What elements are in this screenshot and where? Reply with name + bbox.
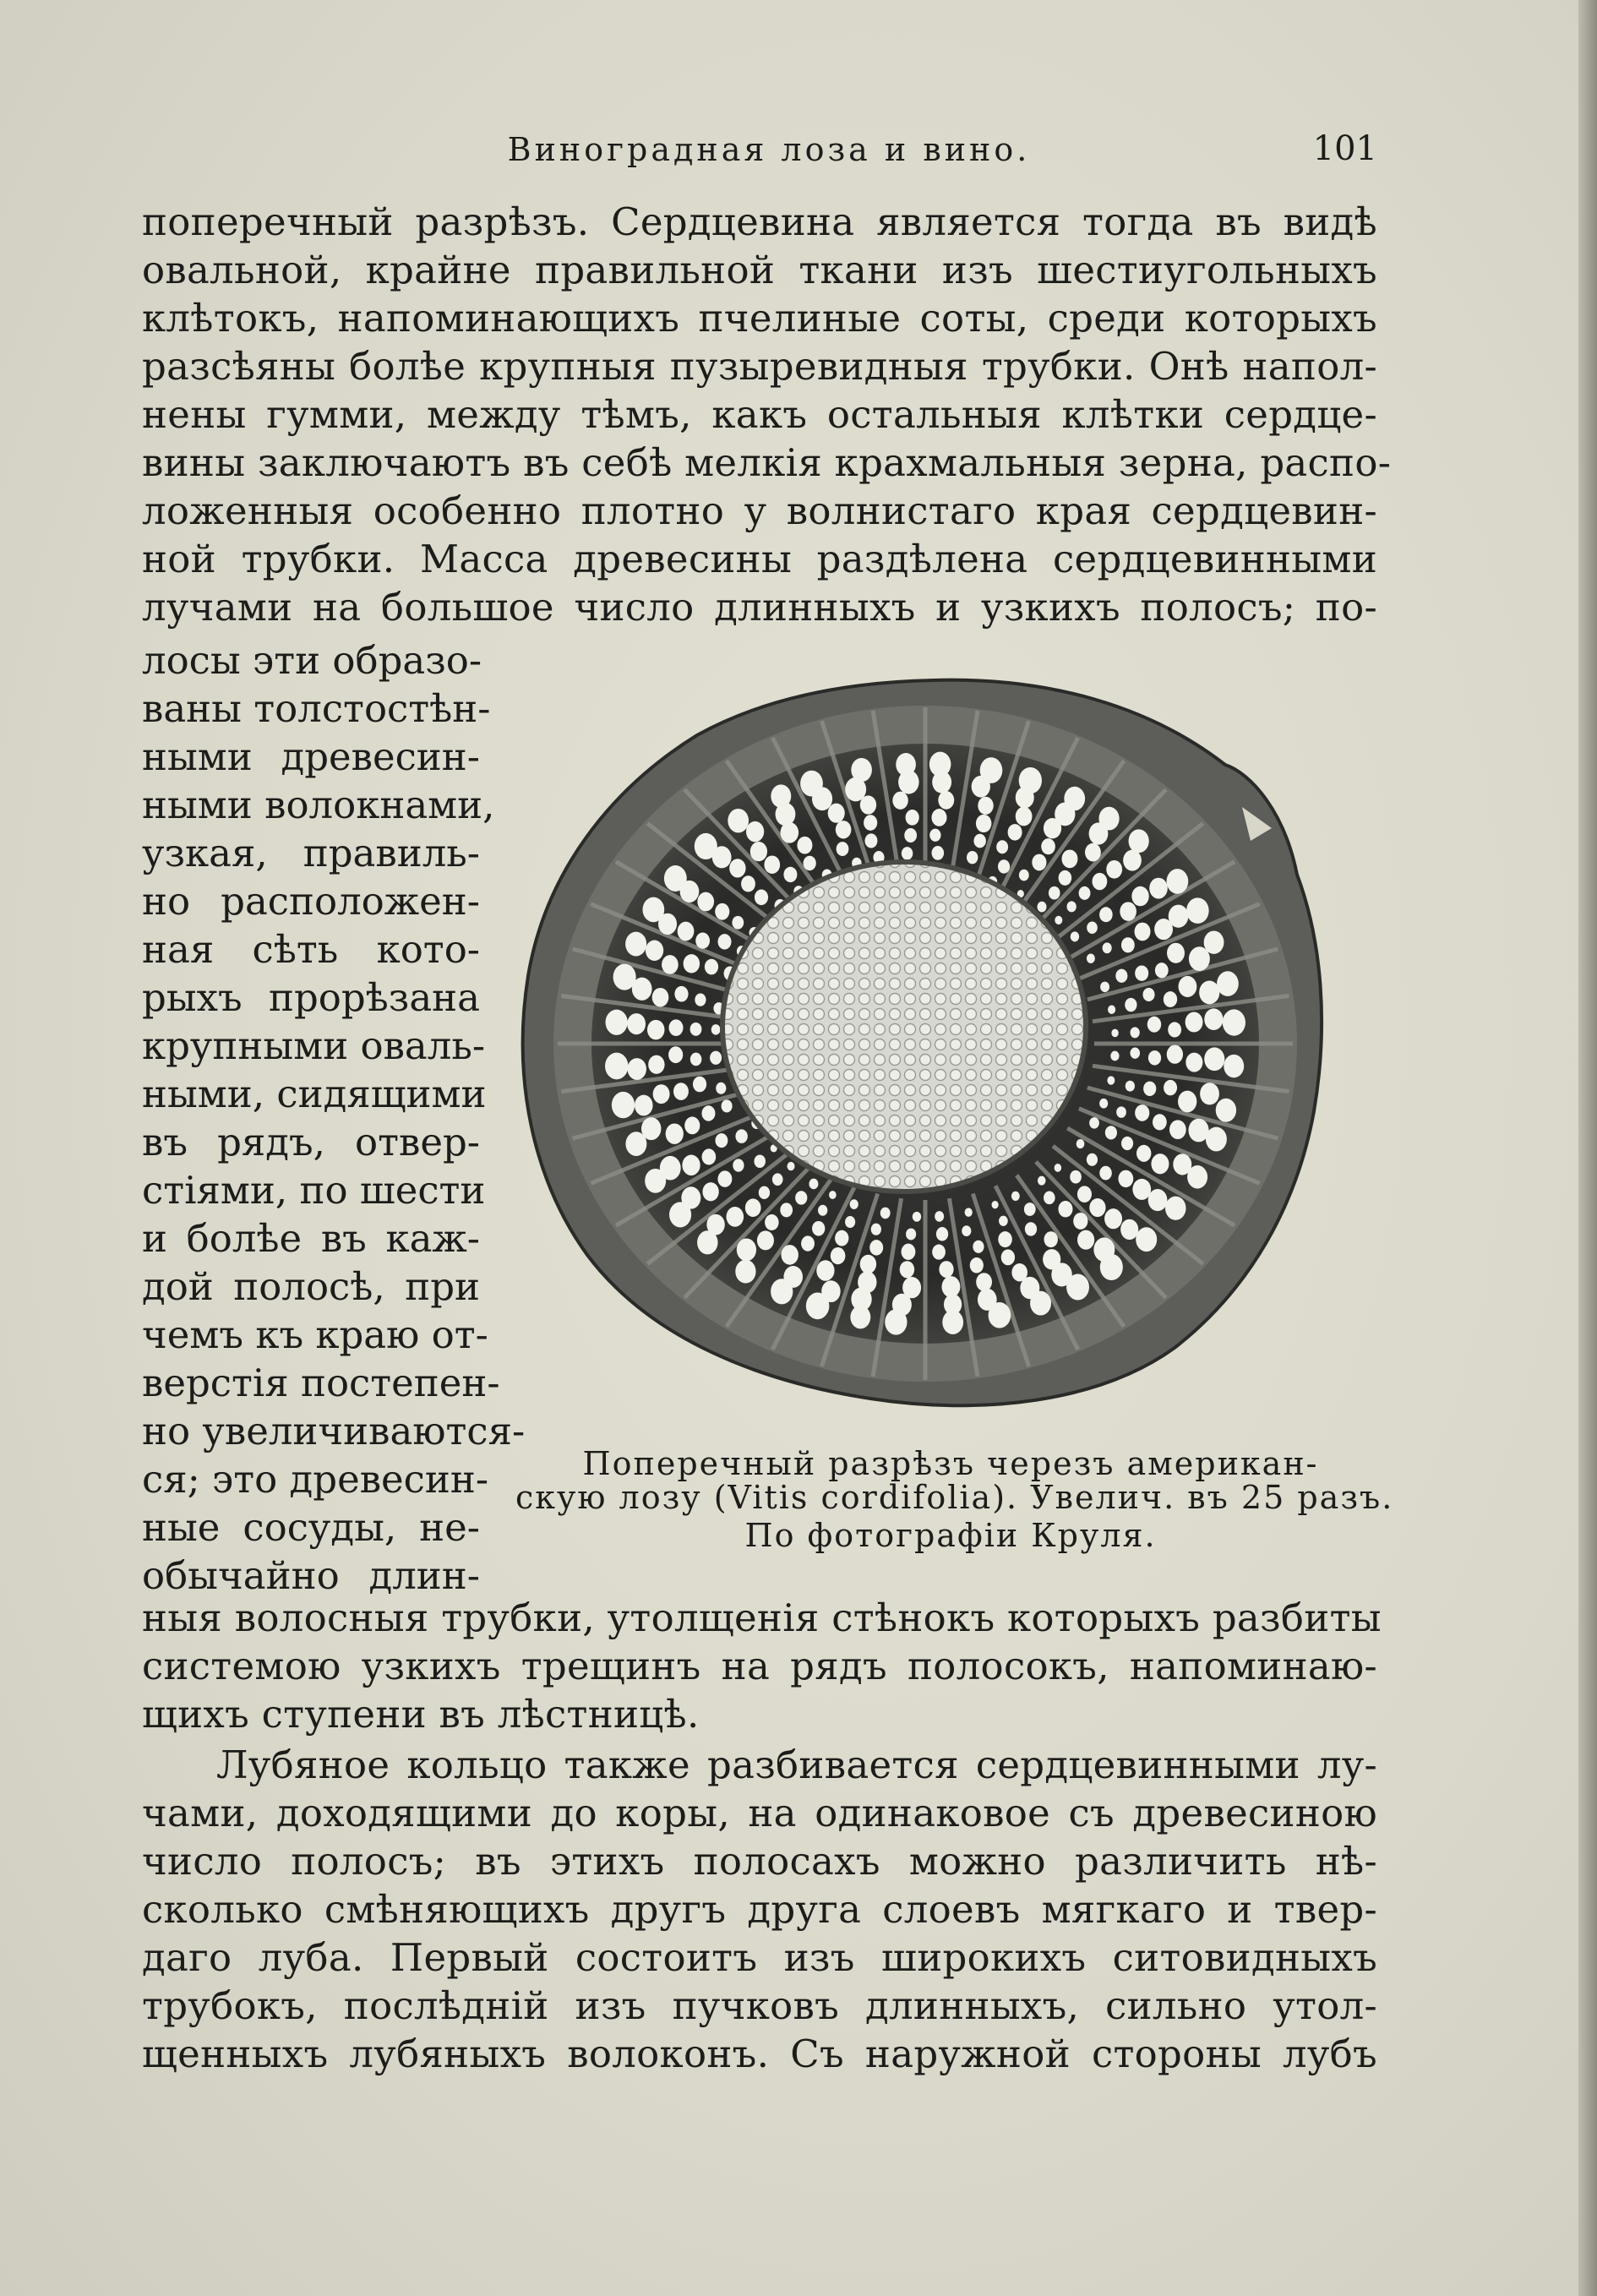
vessel-pore xyxy=(726,1207,744,1227)
text-line: ные сосуды, не- xyxy=(142,1505,480,1550)
vessel-pore xyxy=(735,1129,747,1143)
text-line: ныя волосныя трубки, утолщенія стѣнокъ которыхъ разбиты xyxy=(142,1595,1382,1640)
vessel-pore xyxy=(1011,1192,1020,1201)
vessel-pore xyxy=(741,875,755,892)
vessel-pore xyxy=(1216,1099,1236,1122)
vessel-pore xyxy=(797,837,812,854)
vessel-pore xyxy=(965,1208,973,1217)
figure-vine-cross-section xyxy=(507,672,1360,1415)
vessel-pore xyxy=(931,809,946,826)
vessel-pore xyxy=(1055,916,1062,924)
text-line: чами, доходящими до коры, на одинаковое съ древесиною xyxy=(142,1791,1377,1835)
vessel-pore xyxy=(1076,1139,1085,1148)
vessel-pore xyxy=(871,1224,881,1235)
vessel-pore xyxy=(913,1212,921,1222)
vessel-pore xyxy=(932,1245,946,1260)
text-line: ся; это древесин- xyxy=(142,1457,489,1502)
vessel-pore xyxy=(780,1203,793,1217)
vessel-pore xyxy=(702,1148,717,1164)
vessel-pore xyxy=(829,1191,837,1199)
vessel-pore xyxy=(759,1186,770,1199)
vessel-pore xyxy=(695,833,717,859)
vessel-pore xyxy=(1185,1053,1202,1072)
vessel-pore xyxy=(682,1155,700,1175)
text-line: вины заключаютъ въ себѣ мелкія крахмальныя зерна, распо- xyxy=(142,440,1392,485)
vessel-pore xyxy=(1199,981,1219,1005)
vessel-pore xyxy=(880,1208,891,1219)
vessel-pore xyxy=(1093,873,1108,890)
vessel-pore xyxy=(697,892,714,912)
vessel-pore xyxy=(646,941,663,961)
text-line: ной трубки. Масса древесины раздѣлена сердцевинными xyxy=(142,537,1377,581)
text-line: но расположен- xyxy=(142,879,480,924)
vessel-pore xyxy=(1169,1120,1186,1139)
vessel-pore xyxy=(1132,1179,1151,1200)
vessel-pore xyxy=(835,1230,848,1246)
vessel-pore xyxy=(1204,1047,1224,1071)
vessel-pore xyxy=(669,1019,684,1036)
text-line: клѣтокъ, напоминающихъ пчелиные соты, среди которыхъ xyxy=(142,296,1377,341)
vessel-pore xyxy=(1070,1170,1082,1184)
vessel-pore xyxy=(1115,969,1127,983)
text-line: системою узкихъ трещинъ на рядъ полосокъ, напоминаю- xyxy=(142,1644,1377,1688)
vessel-pore xyxy=(1136,1227,1157,1252)
vessel-pore xyxy=(745,1198,761,1217)
text-line: овальной, крайне правильной ткани изъ шестиугольныхъ xyxy=(142,248,1377,292)
text-line: сколько смѣняющихъ другъ друга слоевъ мягкаго и твер- xyxy=(142,1887,1377,1932)
vessel-pore xyxy=(673,1083,689,1100)
vessel-pore xyxy=(1123,850,1142,871)
vessel-pore xyxy=(1058,1201,1072,1218)
vessel-pore xyxy=(998,1231,1012,1247)
vessel-pore xyxy=(1126,1081,1135,1092)
vessel-pore xyxy=(1147,1017,1161,1033)
vessel-pore xyxy=(1164,991,1177,1007)
vessel-pore xyxy=(684,954,700,973)
vessel-pore xyxy=(900,1261,914,1278)
vessel-pore xyxy=(653,1084,670,1104)
vessel-pore xyxy=(1204,1008,1223,1030)
vessel-pore xyxy=(1143,1082,1156,1096)
text-line: ными, сидящими xyxy=(142,1072,487,1116)
vessel-pore xyxy=(1187,1165,1207,1189)
vessel-pore xyxy=(1186,897,1209,924)
vessel-pore xyxy=(1223,1009,1245,1035)
vessel-pore xyxy=(1016,807,1033,826)
vessel-pore xyxy=(1131,886,1148,906)
vessel-pore xyxy=(973,834,985,848)
vessel-pore xyxy=(938,791,954,810)
text-line: Лубяное кольцо также разбивается сердцевинными лу- xyxy=(216,1742,1377,1787)
text-line: лосы эти образо- xyxy=(142,638,482,683)
vessel-pore xyxy=(701,1105,715,1121)
vessel-pore xyxy=(652,988,669,1007)
vessel-pore xyxy=(812,1221,825,1236)
vessel-pore xyxy=(1125,998,1136,1012)
vessel-pore xyxy=(828,804,845,823)
vessel-pore xyxy=(1044,1192,1055,1205)
vessel-pore xyxy=(1151,1153,1169,1174)
vessel-pore xyxy=(1059,870,1072,886)
vessel-pore xyxy=(936,1227,948,1241)
vessel-pore xyxy=(1019,870,1029,881)
vessel-pore xyxy=(732,916,744,930)
vessel-pore xyxy=(662,955,679,974)
vessel-pore xyxy=(711,1024,721,1034)
vessel-pore xyxy=(1087,922,1098,935)
vessel-pore xyxy=(1066,1274,1089,1301)
vessel-pore xyxy=(864,815,877,831)
vessel-pore xyxy=(1135,923,1151,941)
vessel-pore xyxy=(836,821,852,838)
cross-section-illustration xyxy=(507,672,1360,1415)
caption-line: Поперечный разрѣзъ черезъ американ- xyxy=(582,1445,1319,1482)
text-line: число полосъ; въ этихъ полосахъ можно различить нѣ- xyxy=(142,1839,1377,1884)
vessel-pore xyxy=(1038,902,1047,913)
vessel-pore xyxy=(1049,886,1060,900)
vessel-pore xyxy=(1019,767,1042,794)
vessel-pore xyxy=(935,1211,944,1222)
vessel-pore xyxy=(1118,1170,1133,1187)
vessel-pore xyxy=(800,771,823,797)
vessel-pore xyxy=(1032,854,1046,871)
text-line: поперечный разрѣзъ. Сердцевина является тогда въ видѣ xyxy=(142,199,1377,244)
vessel-pore xyxy=(781,1245,798,1265)
vessel-pore xyxy=(1106,860,1122,879)
vessel-pore xyxy=(716,1083,726,1094)
vessel-pore xyxy=(628,1058,646,1080)
vessel-pore xyxy=(1149,878,1168,899)
vessel-pore xyxy=(705,959,718,975)
vessel-pore xyxy=(1041,838,1055,854)
vessel-pore xyxy=(804,856,816,870)
text-line: ваны толстостѣн- xyxy=(142,686,491,731)
vessel-pore xyxy=(1089,1198,1105,1217)
vessel-pore xyxy=(788,1162,795,1170)
text-line: верстія постепен- xyxy=(142,1361,500,1405)
vessel-pore xyxy=(668,1046,683,1063)
vessel-pore xyxy=(973,1241,984,1253)
vessel-pore xyxy=(690,1053,702,1066)
vessel-pore xyxy=(1071,931,1079,941)
vessel-pore xyxy=(989,1302,1011,1328)
vessel-pore xyxy=(1179,976,1197,997)
vessel-pore xyxy=(772,1173,783,1186)
vessel-pore xyxy=(1064,787,1085,810)
text-line: ными волокнами, xyxy=(142,783,495,827)
vessel-pore xyxy=(1055,1164,1062,1172)
vessel-pore xyxy=(1167,869,1189,894)
vessel-pore xyxy=(801,1235,815,1251)
vessel-pore xyxy=(1100,982,1109,993)
vessel-pore xyxy=(1142,988,1154,1001)
vessel-pore xyxy=(1089,1117,1099,1128)
vessel-pore xyxy=(715,903,729,920)
vessel-pore xyxy=(613,964,636,990)
vessel-pore xyxy=(902,847,913,860)
vessel-pore xyxy=(1148,1050,1161,1066)
vessel-pore xyxy=(612,1092,635,1118)
vessel-pore xyxy=(1099,907,1113,922)
vessel-pore xyxy=(764,855,780,874)
vessel-pore xyxy=(970,1257,984,1273)
text-line: обычайно длин- xyxy=(142,1553,480,1598)
vessel-pore xyxy=(1111,1029,1118,1038)
text-line: и болѣе въ каж- xyxy=(142,1216,480,1261)
vessel-pore xyxy=(728,809,749,832)
vessel-pore xyxy=(1085,843,1101,862)
vessel-pore xyxy=(850,1199,858,1209)
vessel-pore xyxy=(831,1247,846,1264)
vessel-pore xyxy=(1185,1012,1203,1033)
vessel-pore xyxy=(1077,1186,1092,1203)
vessel-pore xyxy=(1120,1219,1138,1240)
vessel-pore xyxy=(1217,971,1239,996)
vessel-pore xyxy=(939,1261,953,1278)
vessel-pore xyxy=(729,859,745,877)
vessel-pore xyxy=(1008,824,1022,841)
vessel-pore xyxy=(1204,930,1224,953)
vessel-pore xyxy=(717,1170,732,1186)
vessel-pore xyxy=(1079,886,1091,900)
vessel-pore xyxy=(892,792,908,810)
vessel-pore xyxy=(722,1099,733,1112)
vessel-pore xyxy=(1110,1051,1119,1061)
vessel-pore xyxy=(606,1010,628,1035)
vessel-pore xyxy=(929,829,940,842)
vessel-pore xyxy=(967,851,978,864)
vessel-pore xyxy=(1077,1230,1094,1250)
vessel-pore xyxy=(750,842,767,861)
caption-line: скую лозу (Vitis cordifolia). Увелич. въ 25 разъ. xyxy=(515,1479,1394,1516)
vessel-pore xyxy=(976,1273,992,1291)
running-title: Виноградная лоза и вино. xyxy=(507,131,1031,168)
text-line: даго луба. Первый состоитъ изъ широкихъ ситовидныхъ xyxy=(142,1935,1377,1980)
vessel-pore xyxy=(1121,1137,1133,1150)
vessel-pore xyxy=(851,758,872,782)
vessel-pore xyxy=(1155,963,1169,978)
vessel-pore xyxy=(693,1077,706,1093)
text-line: разсѣяны болѣе крупныя пузыревидныя трубки. Онѣ напол- xyxy=(142,344,1377,389)
vessel-pore xyxy=(795,1191,807,1204)
vessel-pore xyxy=(1024,1203,1036,1216)
vessel-pore xyxy=(648,1055,664,1074)
vessel-pore xyxy=(645,1169,666,1193)
vessel-pore xyxy=(710,1051,722,1065)
vessel-pore xyxy=(1038,1176,1046,1186)
vessel-pore xyxy=(809,1179,818,1190)
vessel-pore xyxy=(1165,1197,1186,1220)
vessel-pore xyxy=(1087,953,1095,963)
vessel-pore xyxy=(757,1230,774,1250)
vessel-pore xyxy=(1131,1027,1140,1038)
vessel-pore xyxy=(1167,943,1185,963)
page-number: 101 xyxy=(1312,129,1377,168)
vessel-pore xyxy=(1168,1022,1181,1037)
vessel-pore xyxy=(1206,1127,1227,1152)
vessel-pore xyxy=(1120,902,1136,921)
text-line: ложенныя особенно плотно у волнистаго края сердцевин- xyxy=(142,488,1377,533)
vessel-pore xyxy=(755,889,768,905)
vessel-pore xyxy=(746,821,764,842)
vessel-pore xyxy=(1167,1045,1183,1064)
vessel-pore xyxy=(1108,1005,1115,1013)
text-line: нены гумми, между тѣмъ, какъ остальныя клѣтки сердце- xyxy=(142,392,1377,437)
vessel-pore xyxy=(1100,1254,1123,1280)
vessel-pore xyxy=(1104,1208,1122,1229)
vessel-pore xyxy=(1164,1080,1177,1095)
vessel-pore xyxy=(1067,901,1076,912)
vessel-pore xyxy=(717,934,731,949)
vessel-pore xyxy=(1105,1126,1117,1139)
vessel-pore xyxy=(678,922,695,941)
vessel-pore xyxy=(999,1216,1008,1226)
vessel-pore xyxy=(996,840,1008,854)
vessel-pore xyxy=(627,1013,646,1034)
vessel-pore xyxy=(695,932,710,948)
vessel-pore xyxy=(962,1225,971,1236)
vessel-pore xyxy=(980,757,1003,783)
vessel-pore xyxy=(690,1023,702,1036)
vessel-pore xyxy=(783,867,797,882)
vessel-pore xyxy=(806,1293,830,1320)
vessel-pore xyxy=(716,1133,728,1148)
vessel-pore xyxy=(1135,965,1148,980)
vessel-pore xyxy=(666,1123,684,1143)
vessel-pore xyxy=(906,1229,916,1241)
vessel-pore xyxy=(1200,1083,1219,1104)
vessel-pore xyxy=(1099,1166,1111,1181)
vessel-pore xyxy=(625,1132,646,1156)
vessel-pore xyxy=(816,1260,834,1280)
vessel-pore xyxy=(998,859,1010,873)
caption-line: По фотографіи Круля. xyxy=(744,1517,1157,1554)
text-line: ными древесин- xyxy=(142,734,480,779)
vessel-pore xyxy=(1130,1048,1140,1059)
vessel-pore xyxy=(1073,1213,1087,1230)
vessel-pore xyxy=(765,1214,779,1230)
text-line: дой полосѣ, при xyxy=(142,1264,480,1309)
vessel-pore xyxy=(674,986,688,1002)
vessel-pore xyxy=(1153,1114,1167,1130)
vessel-pore xyxy=(733,1159,744,1171)
vessel-pore xyxy=(1129,829,1149,853)
vessel-pore xyxy=(1178,1091,1196,1113)
vessel-pore xyxy=(642,897,664,923)
vessel-pore xyxy=(737,1239,756,1262)
vessel-pore xyxy=(976,815,991,832)
vessel-pore xyxy=(896,753,916,776)
vessel-pore xyxy=(605,1053,629,1080)
vessel-pore xyxy=(864,833,877,848)
vessel-pore xyxy=(635,1095,653,1116)
vessel-pore xyxy=(771,784,791,808)
vessel-pore xyxy=(1107,1076,1115,1084)
text-line: но увеличиваются- xyxy=(142,1409,526,1453)
vessel-pore xyxy=(978,797,993,815)
text-line: крупными оваль- xyxy=(142,1023,486,1068)
text-line: щенныхъ лубяныхъ волоконъ. Съ наружной стороны лубъ xyxy=(142,2031,1377,2076)
text-line: щихъ ступени въ лѣстницѣ. xyxy=(142,1692,700,1737)
vessel-pore xyxy=(669,1202,691,1227)
vessel-pore xyxy=(845,1216,855,1228)
vessel-pore xyxy=(1148,1189,1168,1211)
page-edge-shadow xyxy=(1578,0,1597,2296)
vessel-pore xyxy=(929,752,951,777)
vessel-pore xyxy=(695,993,706,1006)
text-line: узкая, правиль- xyxy=(142,831,480,875)
text-line: чемъ къ краю от- xyxy=(142,1312,488,1357)
text-line: рыхъ прорѣзана xyxy=(142,975,480,1020)
text-line: стіями, по шести xyxy=(142,1168,486,1213)
text-line: ная сѣть кото- xyxy=(142,927,480,972)
vessel-pore xyxy=(1098,807,1119,831)
vessel-pore xyxy=(1224,1055,1244,1077)
vessel-pore xyxy=(684,1116,700,1134)
vessel-pore xyxy=(904,828,917,843)
vessel-pore xyxy=(1025,1222,1037,1235)
vessel-pore xyxy=(1062,849,1078,868)
vessel-pore xyxy=(818,1205,827,1216)
vessel-pore xyxy=(869,1240,883,1255)
vessel-pore xyxy=(932,846,945,860)
vessel-pore xyxy=(735,1260,755,1284)
vessel-pore xyxy=(647,1020,664,1040)
vessel-pore xyxy=(771,1279,793,1304)
vessel-pore xyxy=(942,1310,963,1334)
vessel-pore xyxy=(942,1276,961,1297)
vessel-pore xyxy=(1099,1099,1108,1109)
vessel-pore xyxy=(837,842,849,856)
vessel-pore xyxy=(1030,1291,1051,1316)
vessel-pore xyxy=(885,1309,907,1334)
vessel-pore xyxy=(860,1255,876,1273)
vessel-pore xyxy=(992,1201,999,1208)
vessel-pore xyxy=(906,810,919,826)
vessel-pore xyxy=(754,1154,766,1168)
vessel-pore xyxy=(1169,905,1189,928)
vessel-pore xyxy=(1103,942,1112,953)
vessel-pore xyxy=(1116,1106,1126,1117)
vessel-pore xyxy=(850,1306,870,1328)
vessel-pore xyxy=(1001,1249,1015,1265)
vessel-pore xyxy=(702,1182,718,1201)
vessel-pore xyxy=(1136,1145,1151,1162)
text-line: трубокъ, послѣдній изъ пучковъ длинныхъ, сильно утол- xyxy=(142,1983,1377,2028)
vessel-pore xyxy=(1044,1231,1058,1247)
vessel-pore xyxy=(664,865,687,892)
text-line: лучами на большое число длинныхъ и узкихъ полосъ; по- xyxy=(142,585,1377,630)
vessel-pore xyxy=(902,1244,916,1260)
text-line: въ рядъ, отвер- xyxy=(142,1120,480,1164)
vessel-pore xyxy=(625,932,646,957)
vessel-pore xyxy=(1121,937,1135,952)
vessel-pore xyxy=(697,1230,717,1254)
vessel-pore xyxy=(1135,1104,1149,1121)
vessel-pore xyxy=(1087,1153,1098,1166)
